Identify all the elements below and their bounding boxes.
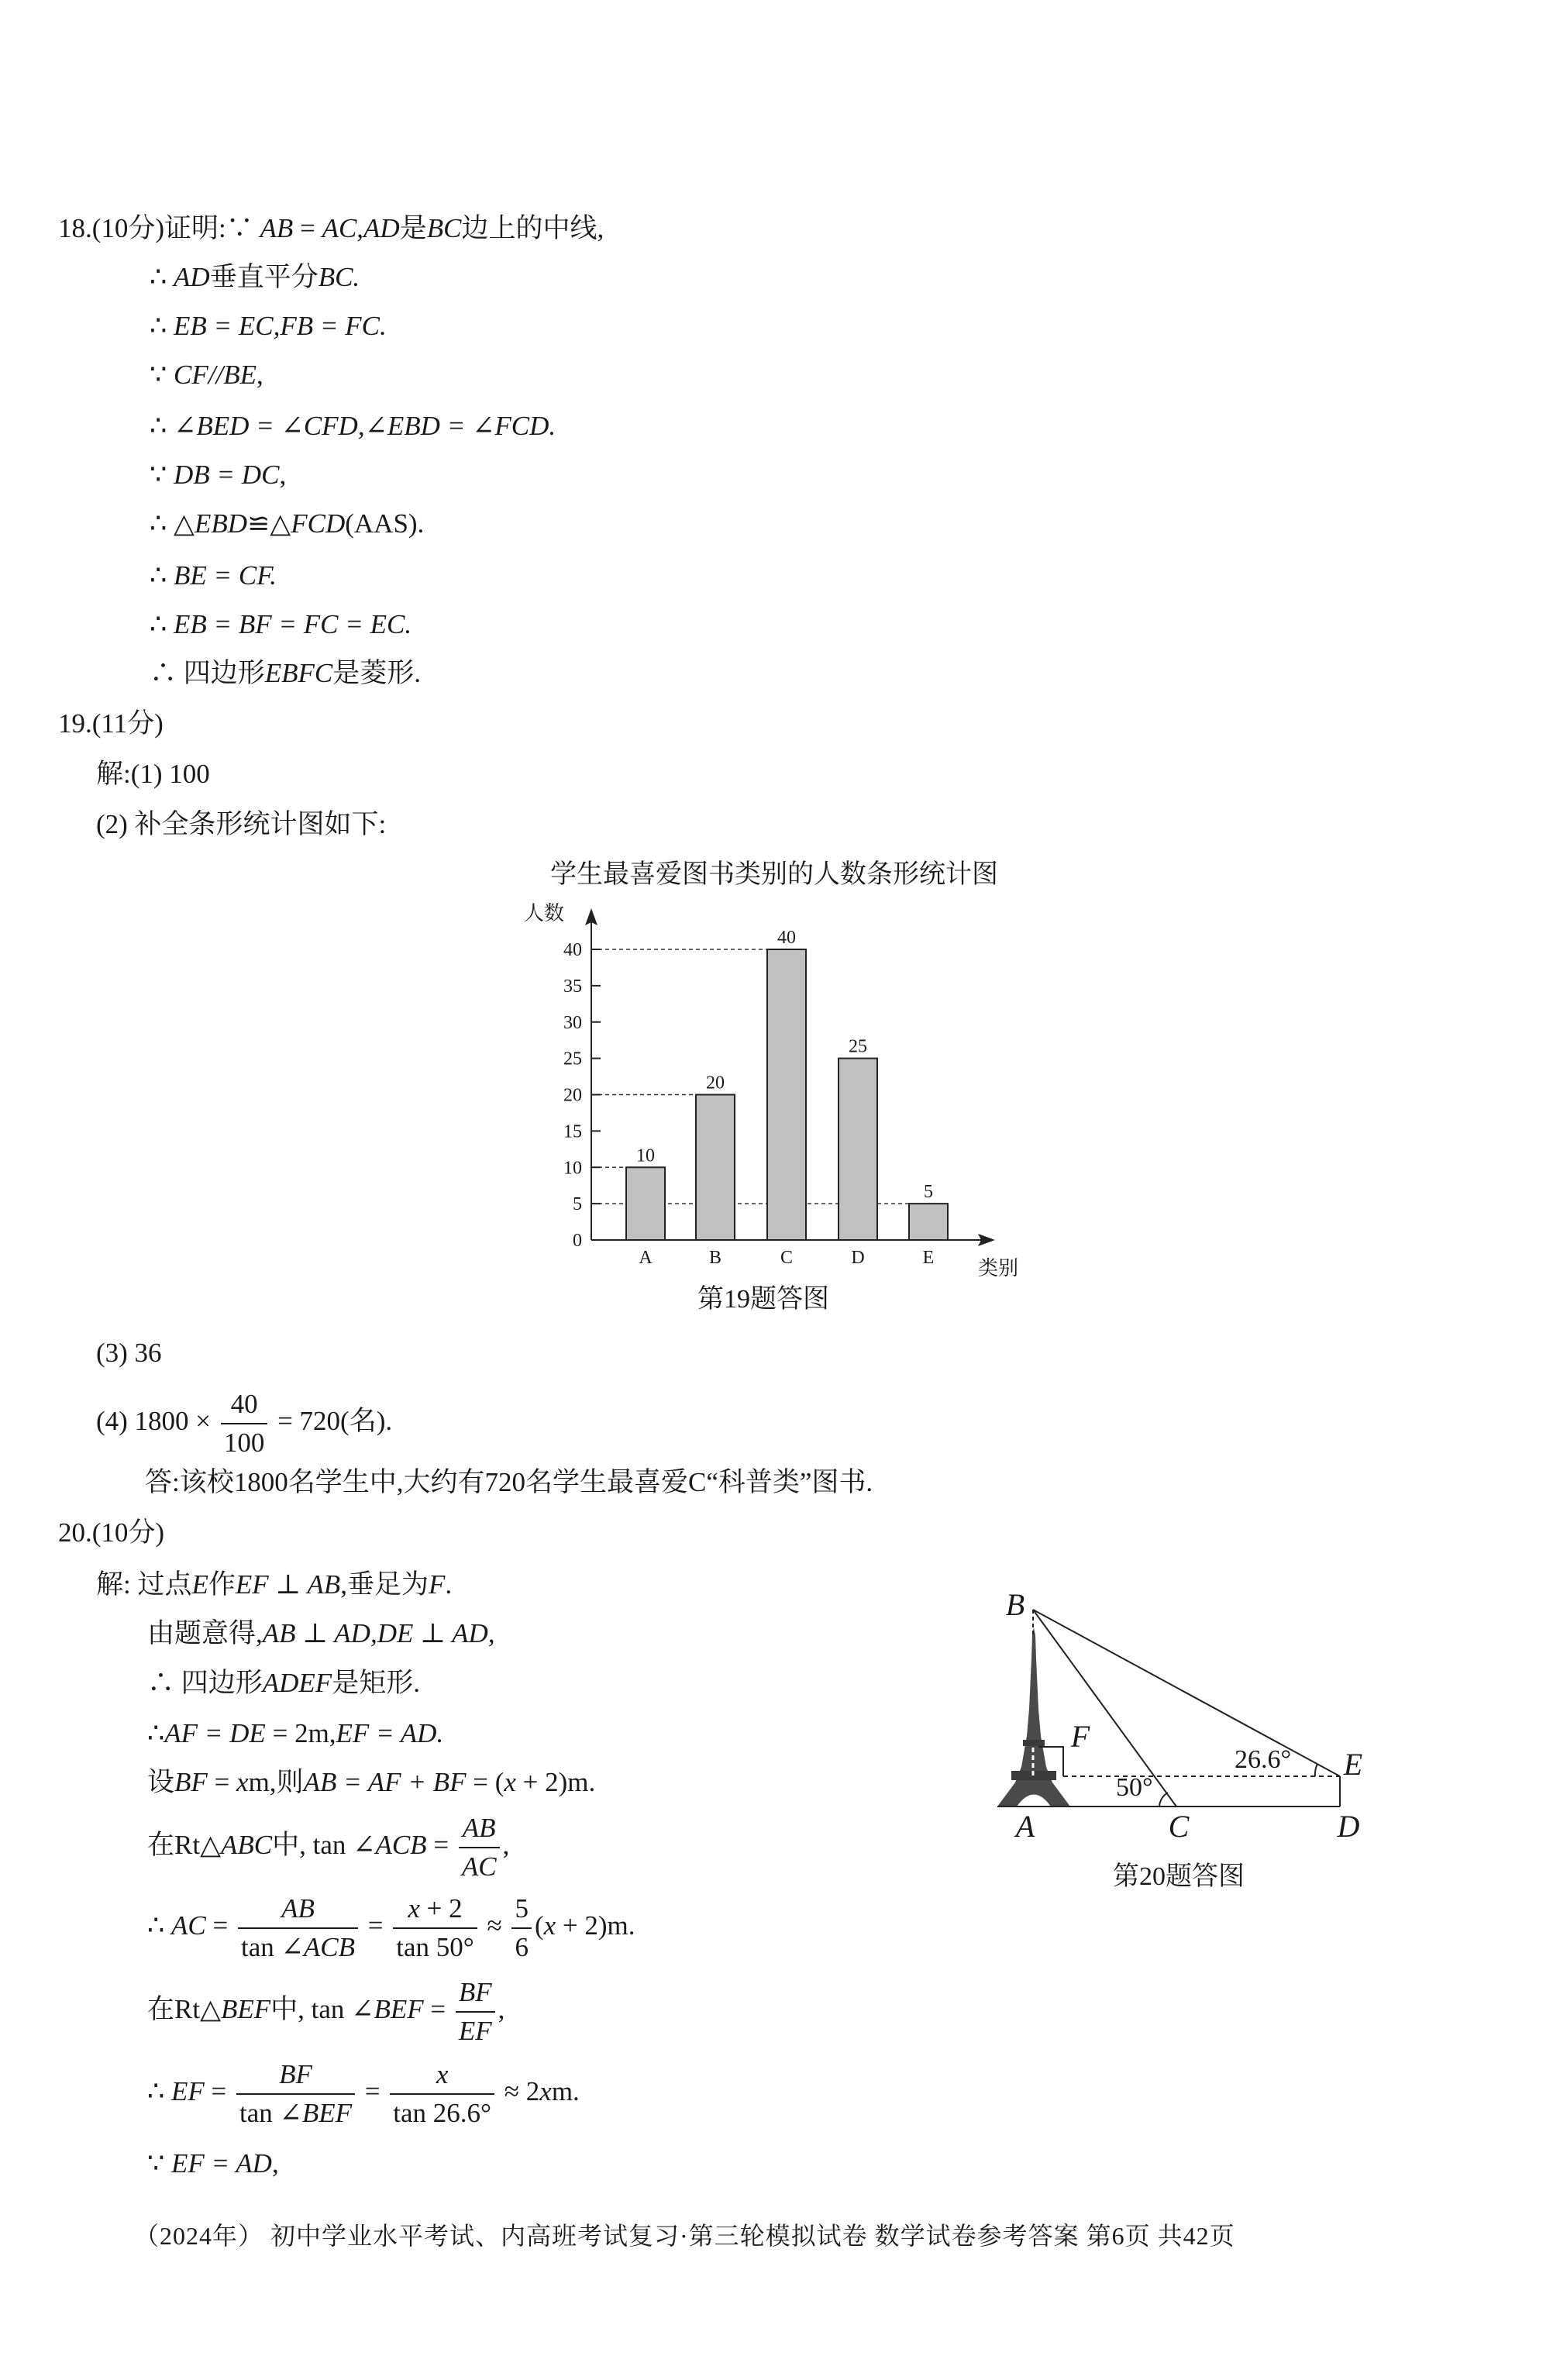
page-footer: （2024年） 初中学业水平考试、内高班考试复习·第三轮模拟试卷 数学试卷参考答案 第6页 共42页 bbox=[134, 2222, 1235, 2250]
text-segment: 边上的中线, bbox=[461, 213, 604, 243]
data-label: 10 bbox=[636, 1145, 655, 1166]
math-variable: AC bbox=[171, 1910, 206, 1941]
bar-E bbox=[909, 1204, 948, 1240]
text-segment: 18.(10分)证明:∵ bbox=[58, 213, 260, 243]
math-variable: x bbox=[543, 1910, 556, 1941]
data-label: 40 bbox=[777, 928, 796, 948]
fraction-numerator bbox=[433, 2058, 452, 2093]
math-variable: EBD bbox=[194, 508, 247, 539]
text-segment: tan ∠ bbox=[241, 1932, 304, 1962]
text-segment: + 2 bbox=[419, 1893, 463, 1924]
text-segment: . bbox=[445, 1569, 453, 1600]
y-tick-label: 15 bbox=[563, 1121, 582, 1142]
q19-line bbox=[96, 1387, 392, 1460]
q18-line bbox=[150, 559, 277, 593]
text-segment: , bbox=[271, 2148, 279, 2179]
text-segment: ∵ bbox=[150, 360, 174, 390]
text-segment: = bbox=[360, 1910, 391, 1941]
bar-chart bbox=[0, 845, 1560, 1403]
math-variable: EF = AD. bbox=[336, 1718, 444, 1748]
q20-line bbox=[147, 1617, 495, 1651]
math-variable: BEF bbox=[221, 1994, 271, 2025]
math-variable: x bbox=[539, 2076, 552, 2107]
math-variable: ∠BED = ∠CFD,∠EBD = ∠FCD. bbox=[174, 411, 556, 441]
math-variable: AD bbox=[363, 213, 400, 243]
text-segment: = bbox=[293, 213, 322, 243]
fraction bbox=[238, 1892, 358, 1965]
math-variable: FCD bbox=[291, 508, 346, 539]
text-segment: 在Rt△ bbox=[147, 1830, 221, 1861]
fraction-denominator bbox=[393, 1927, 477, 1965]
bar-A bbox=[626, 1167, 665, 1240]
fraction-numerator bbox=[456, 1975, 495, 2011]
y-axis-label: 人数 bbox=[523, 902, 565, 925]
chart-title: 学生最喜爱图书类别的人数条形统计图 bbox=[550, 860, 998, 889]
text-segment: tan ∠ bbox=[239, 2098, 302, 2128]
text-segment: 中, tan ∠ bbox=[270, 1994, 374, 2025]
text-segment: , bbox=[487, 1618, 495, 1648]
math-variable: x bbox=[408, 1893, 420, 1924]
fraction-numerator bbox=[405, 1892, 465, 1927]
text-segment: 解:(1) 100 bbox=[96, 759, 210, 789]
q18-line bbox=[150, 507, 424, 541]
chart-caption: 第19题答图 bbox=[697, 1285, 829, 1314]
text-segment: ∴ bbox=[150, 411, 174, 441]
text-segment: 答:该校1800名学生中,大约有720名学生最喜爱C“科普类”图书. bbox=[145, 1467, 873, 1497]
text-segment: , bbox=[256, 360, 263, 390]
x-tick-label: D bbox=[851, 1248, 865, 1268]
text-segment: = bbox=[358, 2076, 387, 2107]
q18-line bbox=[58, 212, 604, 246]
q20-line bbox=[147, 1892, 635, 1965]
text-segment: 5 bbox=[515, 1893, 529, 1924]
fraction-denominator bbox=[221, 1423, 268, 1460]
math-variable: AC bbox=[461, 1851, 497, 1882]
fraction-numerator bbox=[228, 1387, 261, 1423]
fraction bbox=[456, 1975, 495, 2048]
math-variable: ACB bbox=[375, 1830, 427, 1861]
math-variable: ADEF bbox=[262, 1668, 332, 1698]
q18-line bbox=[150, 260, 360, 294]
x-tick-label: E bbox=[922, 1248, 935, 1268]
q20-line bbox=[147, 1666, 420, 1700]
math-variable: EF bbox=[171, 2076, 205, 2107]
text-segment: ∴ bbox=[147, 1718, 165, 1748]
text-segment: + 2)m. bbox=[556, 1910, 635, 1941]
fraction bbox=[236, 2058, 355, 2130]
q20-line bbox=[147, 1765, 595, 1800]
math-variable: DB = DC bbox=[174, 460, 280, 490]
y-tick-label: 0 bbox=[573, 1231, 582, 1251]
tower-icon bbox=[997, 1627, 1070, 1807]
q20-line bbox=[147, 2058, 580, 2130]
q19-line bbox=[96, 757, 210, 791]
math-variable: ABC bbox=[221, 1830, 273, 1861]
math-variable: AB = AF + BF bbox=[303, 1767, 467, 1797]
fraction-numerator bbox=[460, 1811, 499, 1847]
text-segment: ≌△ bbox=[246, 508, 291, 539]
math-variable: x bbox=[236, 1767, 249, 1797]
text-segment: ,垂足为 bbox=[340, 1569, 429, 1600]
math-variable: F bbox=[428, 1569, 446, 1600]
math-variable: AB ⊥ AD,DE ⊥ AD bbox=[262, 1618, 488, 1648]
y-tick-label: 40 bbox=[563, 940, 582, 960]
text-segment: (2) 补全条形统计图如下: bbox=[96, 809, 387, 839]
figure-caption: 第20题答图 bbox=[1113, 1862, 1245, 1891]
math-variable: BF bbox=[174, 1767, 208, 1797]
fraction-denominator bbox=[236, 2093, 355, 2130]
q19-line bbox=[145, 1466, 873, 1500]
text-segment: ≈ bbox=[480, 1910, 509, 1941]
x-tick-label: A bbox=[639, 1248, 653, 1268]
angle-c-label: 50° bbox=[1116, 1773, 1153, 1802]
y-tick-label: 10 bbox=[563, 1158, 582, 1179]
math-variable: BF bbox=[458, 1977, 492, 2007]
math-variable: x bbox=[504, 1767, 516, 1797]
text-segment: ∵ bbox=[147, 2148, 172, 2179]
q18-line bbox=[150, 656, 421, 691]
data-label: 5 bbox=[924, 1182, 933, 1203]
text-segment: , bbox=[279, 460, 287, 490]
y-tick-label: 5 bbox=[573, 1194, 582, 1215]
text-segment: m,则 bbox=[248, 1767, 304, 1797]
bar-C bbox=[767, 949, 806, 1240]
math-variable: EF bbox=[458, 2016, 492, 2046]
q20-line bbox=[96, 1568, 452, 1602]
y-tick-label: 25 bbox=[563, 1049, 582, 1069]
q18-line bbox=[150, 608, 412, 642]
math-variable: E bbox=[191, 1569, 208, 1600]
math-variable: BEF bbox=[374, 1994, 424, 2025]
text-segment: ∴ bbox=[147, 2076, 172, 2107]
text-segment: 40 bbox=[230, 1389, 258, 1419]
text-segment: 20.(10分) bbox=[58, 1517, 165, 1548]
text-segment: ∴ 四边形 bbox=[147, 1668, 263, 1698]
point-c-label: C bbox=[1168, 1809, 1190, 1844]
text-segment: 由题意得, bbox=[147, 1618, 263, 1648]
text-segment: = 2m, bbox=[265, 1718, 336, 1748]
q19-line bbox=[96, 808, 386, 842]
q20-line bbox=[58, 1516, 164, 1550]
math-variable: BE = CF. bbox=[174, 560, 277, 591]
point-a-label: A bbox=[1015, 1809, 1035, 1844]
fraction bbox=[221, 1387, 268, 1460]
text-segment: 垂直平分 bbox=[209, 262, 319, 292]
fraction-numerator bbox=[511, 1892, 532, 1927]
text-segment: 在Rt△ bbox=[147, 1994, 221, 2025]
text-segment: = bbox=[204, 2076, 234, 2107]
point-d-label: D bbox=[1337, 1809, 1360, 1844]
text-segment: = bbox=[207, 1767, 237, 1797]
y-tick-label: 35 bbox=[563, 976, 582, 997]
math-variable: AD bbox=[174, 262, 210, 292]
q19-line bbox=[58, 707, 164, 741]
math-variable: AC bbox=[322, 213, 357, 243]
bar-B bbox=[696, 1095, 735, 1241]
x-tick-label: C bbox=[780, 1248, 794, 1268]
fraction-denominator bbox=[456, 2011, 495, 2048]
fraction-numerator bbox=[276, 2058, 315, 2093]
text-segment: + 2)m. bbox=[515, 1767, 596, 1797]
fraction bbox=[511, 1892, 532, 1965]
text-segment: ∴ △ bbox=[150, 508, 195, 539]
text-segment: 100 bbox=[223, 1428, 265, 1458]
text-segment: (3) 36 bbox=[96, 1338, 162, 1368]
q18-line bbox=[150, 409, 556, 443]
text-segment: (4) 1800 × bbox=[96, 1406, 218, 1437]
bar-D bbox=[839, 1059, 877, 1240]
math-variable: EBFC bbox=[264, 658, 333, 688]
data-label: 25 bbox=[849, 1036, 867, 1057]
text-segment: 19.(11分) bbox=[58, 708, 164, 739]
math-variable: EB = BF = FC = EC. bbox=[174, 609, 412, 639]
point-e-label: E bbox=[1343, 1747, 1363, 1782]
text-segment: ≈ 2 bbox=[498, 2076, 540, 2107]
text-segment: , bbox=[498, 1994, 505, 2025]
fraction-denominator bbox=[459, 1847, 500, 1884]
math-variable: AB bbox=[281, 1893, 315, 1924]
math-variable: BF bbox=[279, 2059, 312, 2089]
text-segment: ( bbox=[534, 1910, 544, 1941]
geometry-figure bbox=[984, 1581, 1387, 1906]
text-segment: , bbox=[356, 213, 364, 243]
text-segment: 是菱形. bbox=[332, 658, 422, 688]
fraction bbox=[390, 2058, 494, 2130]
math-variable: CF//BE bbox=[174, 360, 257, 390]
fraction bbox=[393, 1892, 477, 1965]
math-variable: BEF bbox=[301, 2098, 353, 2128]
fraction-numerator bbox=[278, 1892, 318, 1927]
text-segment: ∴ bbox=[150, 262, 174, 292]
text-segment: ∴ bbox=[147, 1910, 172, 1941]
q20-line bbox=[147, 1811, 509, 1884]
text-segment: ∵ bbox=[150, 460, 174, 490]
text-segment: 是 bbox=[399, 213, 427, 243]
text-segment: 是矩形. bbox=[332, 1668, 420, 1698]
text-segment: 作 bbox=[208, 1569, 236, 1600]
text-segment: = ( bbox=[466, 1767, 505, 1797]
x-axis-label: 类别 bbox=[977, 1257, 1019, 1280]
point-f-label: F bbox=[1070, 1719, 1090, 1754]
text-segment: (AAS). bbox=[345, 508, 425, 539]
math-variable: AB bbox=[260, 213, 294, 243]
text-segment: ∴ bbox=[150, 609, 174, 639]
angle-e-label: 26.6° bbox=[1235, 1745, 1292, 1774]
text-segment: ∴ 四边形 bbox=[150, 658, 265, 688]
text-segment: , bbox=[502, 1830, 510, 1861]
fraction-denominator bbox=[390, 2093, 494, 2130]
text-segment: 设 bbox=[147, 1767, 175, 1797]
math-variable: EF = AD bbox=[171, 2148, 272, 2179]
q20-line bbox=[147, 2147, 279, 2181]
math-variable: BC. bbox=[318, 262, 360, 292]
text-segment: 6 bbox=[515, 1932, 529, 1962]
q20-line bbox=[147, 1975, 505, 2048]
q18-line bbox=[150, 458, 286, 492]
fraction bbox=[459, 1811, 500, 1884]
text-segment: 中, tan ∠ bbox=[272, 1830, 376, 1861]
math-variable: EF ⊥ AB bbox=[235, 1569, 341, 1600]
q18-line bbox=[150, 309, 387, 343]
y-tick-label: 20 bbox=[563, 1085, 582, 1106]
math-variable: BC bbox=[426, 213, 462, 243]
text-segment: ∴ bbox=[150, 560, 174, 591]
text-segment: 解: 过点 bbox=[96, 1569, 192, 1600]
math-variable: AF = DE bbox=[164, 1718, 266, 1748]
text-segment: = 720(名). bbox=[270, 1406, 393, 1437]
text-segment: = bbox=[423, 1994, 453, 2025]
fraction-denominator bbox=[511, 1927, 532, 1965]
data-label: 20 bbox=[706, 1073, 725, 1094]
text-segment: ∴ bbox=[150, 311, 174, 341]
point-b-label: B bbox=[1005, 1587, 1025, 1622]
q19-line bbox=[96, 1336, 162, 1370]
text-segment: tan 50° bbox=[396, 1932, 474, 1962]
text-segment: = bbox=[426, 1830, 456, 1861]
text-segment: tan 26.6° bbox=[393, 2098, 492, 2128]
q18-line bbox=[150, 358, 263, 392]
x-tick-label: B bbox=[708, 1248, 722, 1268]
math-variable: AB bbox=[462, 1813, 496, 1843]
q20-line bbox=[147, 1717, 443, 1751]
text-segment: = bbox=[205, 1910, 236, 1941]
math-variable: ACB bbox=[303, 1932, 355, 1962]
math-variable: x bbox=[436, 2059, 449, 2089]
math-variable: EB = EC,FB = FC. bbox=[174, 311, 387, 341]
fraction-denominator bbox=[238, 1927, 358, 1965]
y-tick-label: 30 bbox=[563, 1012, 582, 1033]
text-segment: m. bbox=[551, 2076, 580, 2107]
